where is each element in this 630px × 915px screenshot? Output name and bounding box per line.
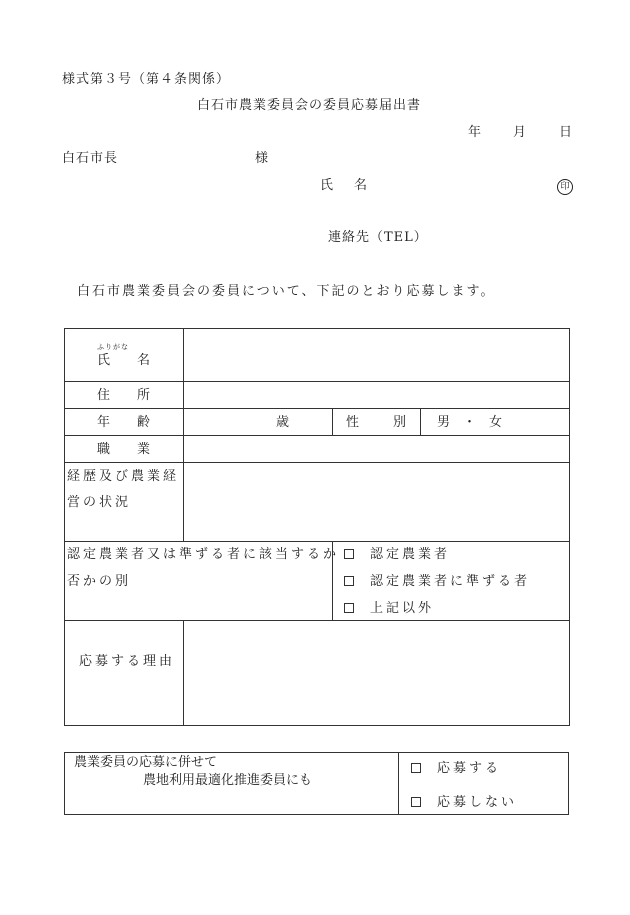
table-border-left xyxy=(64,752,65,815)
date-month-label: 月 xyxy=(513,125,527,140)
address-label-1: 住 xyxy=(97,388,111,403)
address-field[interactable] xyxy=(184,382,569,408)
reason-field[interactable] xyxy=(184,621,569,725)
certified-option-label: 認定農業者に準ずる者 xyxy=(370,574,531,589)
table-border-bottom xyxy=(64,814,569,815)
sex-label-1: 性 xyxy=(346,415,360,430)
certified-option-label: 認定農業者 xyxy=(370,547,451,562)
table-border-top xyxy=(64,752,569,753)
seal-mark: 印 xyxy=(557,179,573,195)
name-field[interactable] xyxy=(184,329,569,381)
table-border-left xyxy=(64,328,65,726)
age-label-1: 年 xyxy=(97,415,111,430)
career-label-line1: 経歴及び農業経 xyxy=(67,469,180,484)
secondary-label-line2: 農地利用最適化推進委員にも xyxy=(143,773,313,788)
reason-label: 応募する理由 xyxy=(79,654,176,669)
date-year-label: 年 xyxy=(468,125,482,140)
age-label-2: 齢 xyxy=(137,415,151,430)
table-border-bottom xyxy=(64,725,570,726)
checkbox-icon[interactable] xyxy=(344,549,354,559)
column-divider xyxy=(420,408,421,436)
age-unit: 歳 xyxy=(276,415,290,430)
form-number: 様式第３号（第４条関係） xyxy=(62,72,231,87)
career-label-line2: 営の状況 xyxy=(67,495,132,510)
certified-option[interactable] xyxy=(344,602,434,615)
secondary-option[interactable] xyxy=(411,762,501,775)
document-title: 白石市農業委員会の委員応募届出書 xyxy=(197,98,422,113)
secondary-option-label: 応募しない xyxy=(437,795,518,810)
checkbox-icon[interactable] xyxy=(344,576,354,586)
sex-options[interactable]: 男 ・ 女 xyxy=(437,415,503,430)
row-divider xyxy=(64,541,570,542)
occupation-label-2: 業 xyxy=(137,442,151,457)
secondary-label-line1: 農業委員の応募に併せて xyxy=(74,755,218,770)
address-label-2: 所 xyxy=(137,388,151,403)
certified-option[interactable] xyxy=(344,575,530,588)
certified-label-line2: 否かの別 xyxy=(67,574,132,589)
occupation-field[interactable] xyxy=(184,436,569,462)
checkbox-icon[interactable] xyxy=(411,797,421,807)
secondary-option[interactable] xyxy=(411,796,517,809)
date-day-label: 日 xyxy=(559,125,573,140)
checkbox-icon[interactable] xyxy=(344,603,354,613)
certified-label-line1: 認定農業者又は準ずる者に該当するか xyxy=(67,547,340,562)
table-border-right xyxy=(569,328,570,726)
addressee: 白石市長 xyxy=(62,151,119,166)
furigana-label: ふりがな xyxy=(97,343,129,351)
secondary-option-label: 応募する xyxy=(437,761,502,776)
occupation-label-1: 職 xyxy=(97,442,111,457)
table-border-right xyxy=(568,752,569,815)
age-field[interactable] xyxy=(184,409,332,435)
column-divider xyxy=(398,752,399,815)
certified-option-label: 上記以外 xyxy=(370,601,435,616)
applicant-name-label-1: 氏 xyxy=(320,178,335,193)
sex-label-2: 別 xyxy=(393,415,407,430)
applicant-name-label-2: 名 xyxy=(354,178,369,193)
career-field[interactable] xyxy=(184,463,569,541)
checkbox-icon[interactable] xyxy=(411,763,421,773)
honorific: 様 xyxy=(255,151,269,166)
column-divider xyxy=(332,408,333,436)
certified-option[interactable] xyxy=(344,548,450,561)
name-label-2: 名 xyxy=(137,353,151,368)
contact-label: 連絡先（TEL） xyxy=(328,230,428,245)
intro-text: 白石市農業委員会の委員について、下記のとおり応募します。 xyxy=(77,284,496,299)
applicant-name-label xyxy=(320,179,368,192)
name-label-1: 氏 xyxy=(97,353,111,368)
